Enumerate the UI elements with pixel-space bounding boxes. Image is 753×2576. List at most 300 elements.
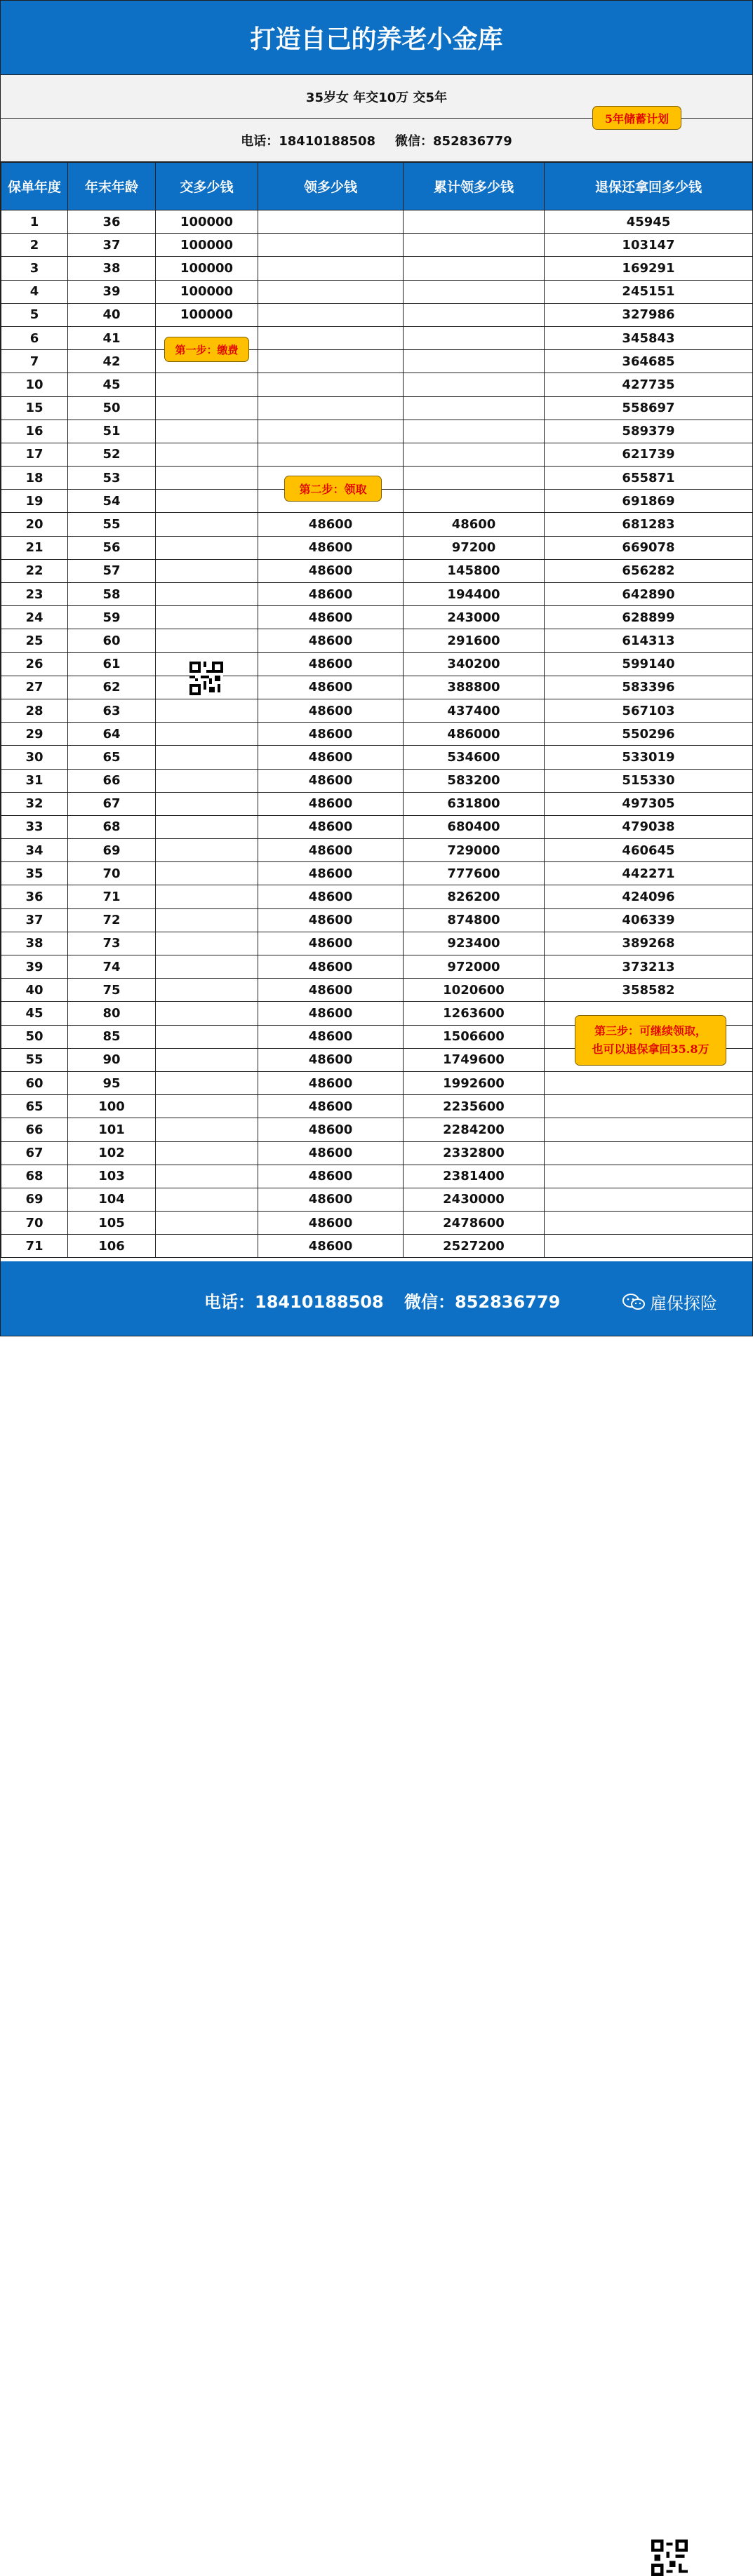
cell-policy-year: 55 [1, 1048, 68, 1071]
cell-surrender-value: 45945 [545, 210, 753, 234]
cell-premium [156, 1165, 258, 1188]
brand-label [622, 1289, 717, 1314]
cell-age: 54 [68, 490, 156, 513]
cell-age: 37 [68, 234, 156, 257]
cell-cumulative-payout [404, 490, 545, 513]
cell-cumulative-payout: 631800 [404, 792, 545, 815]
cell-surrender-value: 567103 [545, 699, 753, 722]
cell-age: 67 [68, 792, 156, 815]
table-row [1, 769, 753, 792]
cell-payout: 48600 [258, 513, 404, 536]
cell-age: 53 [68, 467, 156, 490]
cell-premium [156, 513, 258, 536]
header-premium: 交多少钱 [156, 163, 258, 210]
header-cumulative-payout: 累计领多少钱 [404, 163, 545, 210]
cell-policy-year: 1 [1, 210, 68, 234]
cell-surrender-value: 364685 [545, 350, 753, 373]
cell-premium [156, 908, 258, 932]
cell-cumulative-payout: 2527200 [404, 1235, 545, 1258]
cell-policy-year: 37 [1, 908, 68, 932]
cell-policy-year: 18 [1, 467, 68, 490]
cell-surrender-value: 515330 [545, 769, 753, 792]
cell-cumulative-payout: 583200 [404, 769, 545, 792]
cell-age: 39 [68, 280, 156, 303]
cell-policy-year: 20 [1, 513, 68, 536]
plan-badge: 5年储蓄计划 [592, 106, 681, 130]
cell-policy-year: 70 [1, 1212, 68, 1235]
brand-name: 雇保探险 [650, 1294, 717, 1313]
cell-premium [156, 1141, 258, 1165]
cell-surrender-value: 424096 [545, 885, 753, 908]
cell-payout: 48600 [258, 792, 404, 815]
cell-surrender-value: 497305 [545, 792, 753, 815]
cell-cumulative-payout [404, 303, 545, 326]
cell-cumulative-payout: 437400 [404, 699, 545, 722]
cell-payout [258, 234, 404, 257]
cell-payout [258, 420, 404, 443]
cell-policy-year: 39 [1, 955, 68, 979]
cell-cumulative-payout: 874800 [404, 908, 545, 932]
cell-premium [156, 467, 258, 490]
cell-cumulative-payout: 2430000 [404, 1188, 545, 1211]
cell-premium: 100000 [156, 210, 258, 234]
cell-surrender-value: 681283 [545, 513, 753, 536]
cell-surrender-value [545, 1141, 753, 1165]
cell-payout: 48600 [258, 559, 404, 582]
header-age: 年末年龄 [68, 163, 156, 210]
cell-policy-year: 36 [1, 885, 68, 908]
cell-cumulative-payout: 2381400 [404, 1165, 545, 1188]
cell-cumulative-payout: 826200 [404, 885, 545, 908]
contact-phone: 电话：18410188508 [241, 133, 376, 149]
cell-payout: 48600 [258, 629, 404, 652]
table-row [1, 955, 753, 979]
cell-policy-year: 10 [1, 373, 68, 396]
cell-age: 72 [68, 908, 156, 932]
cell-premium [156, 699, 258, 722]
step1-callout: 第一步：缴费 [164, 337, 249, 362]
cell-surrender-value: 614313 [545, 629, 753, 652]
cell-policy-year: 38 [1, 932, 68, 955]
cell-surrender-value: 621739 [545, 443, 753, 466]
cell-premium [156, 839, 258, 862]
table-row [1, 234, 753, 257]
cell-premium [156, 606, 258, 629]
table-row [1, 1141, 753, 1165]
cell-age: 52 [68, 443, 156, 466]
cell-policy-year: 29 [1, 723, 68, 746]
cell-surrender-value: 103147 [545, 234, 753, 257]
cell-premium [156, 815, 258, 838]
cell-cumulative-payout [404, 373, 545, 396]
cell-age: 65 [68, 746, 156, 769]
cell-payout: 48600 [258, 815, 404, 838]
cell-policy-year: 28 [1, 699, 68, 722]
cell-cumulative-payout: 972000 [404, 955, 545, 979]
cell-cumulative-payout: 923400 [404, 932, 545, 955]
cell-age: 69 [68, 839, 156, 862]
footer-bar [1, 1261, 752, 1336]
table-row [1, 1095, 753, 1118]
cell-cumulative-payout: 340200 [404, 652, 545, 676]
cell-cumulative-payout: 486000 [404, 723, 545, 746]
cell-premium [156, 955, 258, 979]
cell-cumulative-payout: 1749600 [404, 1048, 545, 1071]
cell-surrender-value: 345843 [545, 326, 753, 349]
cell-cumulative-payout: 243000 [404, 606, 545, 629]
cell-payout: 48600 [258, 1212, 404, 1235]
cell-age: 106 [68, 1235, 156, 1258]
cell-age: 60 [68, 629, 156, 652]
cell-surrender-value: 669078 [545, 536, 753, 559]
cell-policy-year: 65 [1, 1095, 68, 1118]
cell-age: 102 [68, 1141, 156, 1165]
cell-age: 63 [68, 699, 156, 722]
cell-cumulative-payout: 2478600 [404, 1212, 545, 1235]
cell-age: 101 [68, 1118, 156, 1141]
cell-surrender-value: 460645 [545, 839, 753, 862]
table-row [1, 1118, 753, 1141]
cell-age: 38 [68, 257, 156, 280]
cell-surrender-value: 169291 [545, 257, 753, 280]
cell-policy-year: 67 [1, 1141, 68, 1165]
cell-payout: 48600 [258, 1118, 404, 1141]
cell-policy-year: 30 [1, 746, 68, 769]
cell-premium [156, 1025, 258, 1048]
cell-age: 80 [68, 1002, 156, 1025]
cell-premium [156, 885, 258, 908]
cell-age: 75 [68, 979, 156, 1002]
table-row [1, 746, 753, 769]
cell-surrender-value: 583396 [545, 676, 753, 699]
cell-policy-year: 23 [1, 583, 68, 606]
cell-cumulative-payout [404, 234, 545, 257]
cell-premium [156, 792, 258, 815]
cell-policy-year: 32 [1, 792, 68, 815]
cell-premium [156, 1071, 258, 1094]
cell-cumulative-payout: 680400 [404, 815, 545, 838]
cell-payout: 48600 [258, 1048, 404, 1071]
cell-policy-year: 24 [1, 606, 68, 629]
table-row [1, 1188, 753, 1211]
cell-payout: 48600 [258, 862, 404, 885]
cell-surrender-value: 406339 [545, 908, 753, 932]
cell-cumulative-payout: 194400 [404, 583, 545, 606]
cell-payout: 48600 [258, 885, 404, 908]
cell-cumulative-payout: 1020600 [404, 979, 545, 1002]
cell-payout: 48600 [258, 536, 404, 559]
table-row [1, 559, 753, 582]
cell-payout [258, 373, 404, 396]
cell-age: 66 [68, 769, 156, 792]
table-row [1, 862, 753, 885]
cell-policy-year: 50 [1, 1025, 68, 1048]
cell-surrender-value [545, 1165, 753, 1188]
table-row [1, 676, 753, 699]
cell-premium: 100000 [156, 280, 258, 303]
cell-age: 58 [68, 583, 156, 606]
cell-age: 42 [68, 350, 156, 373]
cell-payout: 48600 [258, 1071, 404, 1094]
cell-age: 73 [68, 932, 156, 955]
cell-cumulative-payout: 97200 [404, 536, 545, 559]
table-row [1, 815, 753, 838]
cell-payout: 48600 [258, 723, 404, 746]
cell-age: 56 [68, 536, 156, 559]
cell-payout [258, 257, 404, 280]
cell-age: 95 [68, 1071, 156, 1094]
cell-premium: 100000 [156, 234, 258, 257]
cell-payout: 48600 [258, 955, 404, 979]
cell-payout: 48600 [258, 676, 404, 699]
cell-policy-year: 19 [1, 490, 68, 513]
header-policy-year: 保单年度 [1, 163, 68, 210]
cell-premium [156, 536, 258, 559]
table-row [1, 420, 753, 443]
cell-age: 68 [68, 815, 156, 838]
table-row [1, 1212, 753, 1235]
cell-surrender-value: 691869 [545, 490, 753, 513]
cell-premium [156, 1235, 258, 1258]
subtitle-row: 35岁女 年交10万 交5年 [1, 75, 752, 119]
cell-surrender-value: 558697 [545, 396, 753, 420]
cell-age: 85 [68, 1025, 156, 1048]
cell-surrender-value: 599140 [545, 652, 753, 676]
cell-cumulative-payout [404, 326, 545, 349]
cell-policy-year: 17 [1, 443, 68, 466]
cell-premium [156, 1212, 258, 1235]
cell-premium [156, 1188, 258, 1211]
step3-line1: 第三步：可继续领取， [594, 1024, 707, 1038]
contact-wechat: 微信：852836779 [395, 133, 512, 149]
cell-cumulative-payout: 1263600 [404, 1002, 545, 1025]
cell-surrender-value [545, 1071, 753, 1094]
cell-premium [156, 559, 258, 582]
cell-age: 40 [68, 303, 156, 326]
table-row [1, 1165, 753, 1188]
cell-cumulative-payout [404, 420, 545, 443]
cell-policy-year: 45 [1, 1002, 68, 1025]
cell-policy-year: 3 [1, 257, 68, 280]
cell-premium [156, 629, 258, 652]
cell-surrender-value [545, 1188, 753, 1211]
cell-cumulative-payout [404, 257, 545, 280]
cell-payout: 48600 [258, 979, 404, 1002]
cell-age: 45 [68, 373, 156, 396]
cell-policy-year: 60 [1, 1071, 68, 1094]
cell-cumulative-payout [404, 396, 545, 420]
cell-policy-year: 25 [1, 629, 68, 652]
table-row [1, 885, 753, 908]
cell-age: 105 [68, 1212, 156, 1235]
table-row [1, 513, 753, 536]
cell-age: 70 [68, 862, 156, 885]
cell-surrender-value: 533019 [545, 746, 753, 769]
page-title: 打造自己的养老小金库 [1, 1, 752, 75]
cell-surrender-value: 642890 [545, 583, 753, 606]
cell-payout [258, 396, 404, 420]
cell-policy-year: 6 [1, 326, 68, 349]
cell-premium [156, 723, 258, 746]
cell-age: 57 [68, 559, 156, 582]
table-row [1, 396, 753, 420]
header-surrender-value: 退保还拿回多少钱 [545, 163, 753, 210]
cell-cumulative-payout: 534600 [404, 746, 545, 769]
cell-cumulative-payout [404, 280, 545, 303]
cell-payout: 48600 [258, 699, 404, 722]
cell-age: 62 [68, 676, 156, 699]
cell-age: 51 [68, 420, 156, 443]
cell-surrender-value: 358582 [545, 979, 753, 1002]
cell-premium [156, 862, 258, 885]
cell-policy-year: 16 [1, 420, 68, 443]
cell-cumulative-payout: 2332800 [404, 1141, 545, 1165]
step3-callout [575, 1015, 726, 1066]
cell-age: 90 [68, 1048, 156, 1071]
cell-premium [156, 490, 258, 513]
table-row [1, 280, 753, 303]
cell-cumulative-payout: 1992600 [404, 1071, 545, 1094]
cell-premium [156, 979, 258, 1002]
cell-policy-year: 71 [1, 1235, 68, 1258]
cell-premium [156, 1048, 258, 1071]
table-row [1, 839, 753, 862]
cell-cumulative-payout: 1506600 [404, 1025, 545, 1048]
benefit-table [1, 162, 753, 1258]
cell-payout: 48600 [258, 1141, 404, 1165]
cell-age: 64 [68, 723, 156, 746]
table-row [1, 908, 753, 932]
cell-age: 55 [68, 513, 156, 536]
cell-surrender-value [545, 1118, 753, 1141]
cell-age: 71 [68, 885, 156, 908]
cell-premium [156, 1118, 258, 1141]
cell-premium [156, 420, 258, 443]
table-row [1, 1235, 753, 1258]
cell-age: 74 [68, 955, 156, 979]
cell-payout [258, 210, 404, 234]
cell-policy-year: 68 [1, 1165, 68, 1188]
cell-age: 59 [68, 606, 156, 629]
table-body [1, 210, 753, 1258]
table-row [1, 979, 753, 1002]
cell-age: 41 [68, 326, 156, 349]
cell-policy-year: 34 [1, 839, 68, 862]
cell-payout: 48600 [258, 932, 404, 955]
cell-premium: 100000 [156, 257, 258, 280]
cell-surrender-value: 373213 [545, 955, 753, 979]
footer-wechat: 微信：852836779 [404, 1292, 561, 1312]
table-header-row [1, 163, 753, 210]
cell-premium [156, 1095, 258, 1118]
cell-cumulative-payout [404, 350, 545, 373]
cell-payout: 48600 [258, 1095, 404, 1118]
cell-cumulative-payout: 2284200 [404, 1118, 545, 1141]
cell-policy-year: 2 [1, 234, 68, 257]
table-row [1, 583, 753, 606]
table-row [1, 210, 753, 234]
cell-payout [258, 326, 404, 349]
table-row [1, 932, 753, 955]
cell-age: 104 [68, 1188, 156, 1211]
cell-surrender-value: 245151 [545, 280, 753, 303]
table-row [1, 792, 753, 815]
table-row [1, 303, 753, 326]
cell-age: 50 [68, 396, 156, 420]
cell-premium [156, 373, 258, 396]
cell-premium [156, 443, 258, 466]
cell-policy-year: 5 [1, 303, 68, 326]
table-row [1, 699, 753, 722]
table-row [1, 257, 753, 280]
cell-cumulative-payout: 2235600 [404, 1095, 545, 1118]
step3-line2: 也可以退保拿回35.8万 [592, 1042, 709, 1056]
cell-cumulative-payout [404, 467, 545, 490]
cell-cumulative-payout: 777600 [404, 862, 545, 885]
cell-payout: 48600 [258, 839, 404, 862]
header-payout: 领多少钱 [258, 163, 404, 210]
cell-age: 100 [68, 1095, 156, 1118]
cell-policy-year: 4 [1, 280, 68, 303]
cell-surrender-value: 655871 [545, 467, 753, 490]
cell-cumulative-payout [404, 210, 545, 234]
cell-cumulative-payout: 388800 [404, 676, 545, 699]
qr-code-icon [189, 662, 223, 695]
table-row [1, 350, 753, 373]
cell-payout: 48600 [258, 652, 404, 676]
wechat-icon [622, 1293, 646, 1311]
cell-policy-year: 66 [1, 1118, 68, 1141]
cell-policy-year: 22 [1, 559, 68, 582]
cell-policy-year: 69 [1, 1188, 68, 1211]
cell-policy-year: 31 [1, 769, 68, 792]
cell-surrender-value: 479038 [545, 815, 753, 838]
table-row [1, 373, 753, 396]
step2-callout: 第二步：领取 [284, 476, 382, 502]
cell-payout [258, 350, 404, 373]
cell-payout [258, 443, 404, 466]
table-row [1, 723, 753, 746]
cell-payout [258, 280, 404, 303]
cell-policy-year: 35 [1, 862, 68, 885]
cell-premium [156, 1002, 258, 1025]
cell-payout: 48600 [258, 583, 404, 606]
cell-payout: 48600 [258, 606, 404, 629]
cell-surrender-value [545, 1095, 753, 1118]
cell-payout: 48600 [258, 1235, 404, 1258]
cell-cumulative-payout: 48600 [404, 513, 545, 536]
cell-surrender-value: 327986 [545, 303, 753, 326]
cell-policy-year: 27 [1, 676, 68, 699]
cell-premium [156, 769, 258, 792]
cell-payout: 48600 [258, 746, 404, 769]
table-row [1, 443, 753, 466]
cell-age: 61 [68, 652, 156, 676]
cell-surrender-value: 427735 [545, 373, 753, 396]
cell-payout: 48600 [258, 1188, 404, 1211]
table-row [1, 536, 753, 559]
footer-phone: 电话：18410188508 [204, 1292, 384, 1312]
cell-payout: 48600 [258, 1025, 404, 1048]
cell-cumulative-payout: 145800 [404, 559, 545, 582]
cell-surrender-value: 656282 [545, 559, 753, 582]
cell-premium: 100000 [156, 303, 258, 326]
cell-policy-year: 40 [1, 979, 68, 1002]
cell-policy-year: 21 [1, 536, 68, 559]
cell-policy-year: 26 [1, 652, 68, 676]
table-row [1, 629, 753, 652]
cell-policy-year: 7 [1, 350, 68, 373]
